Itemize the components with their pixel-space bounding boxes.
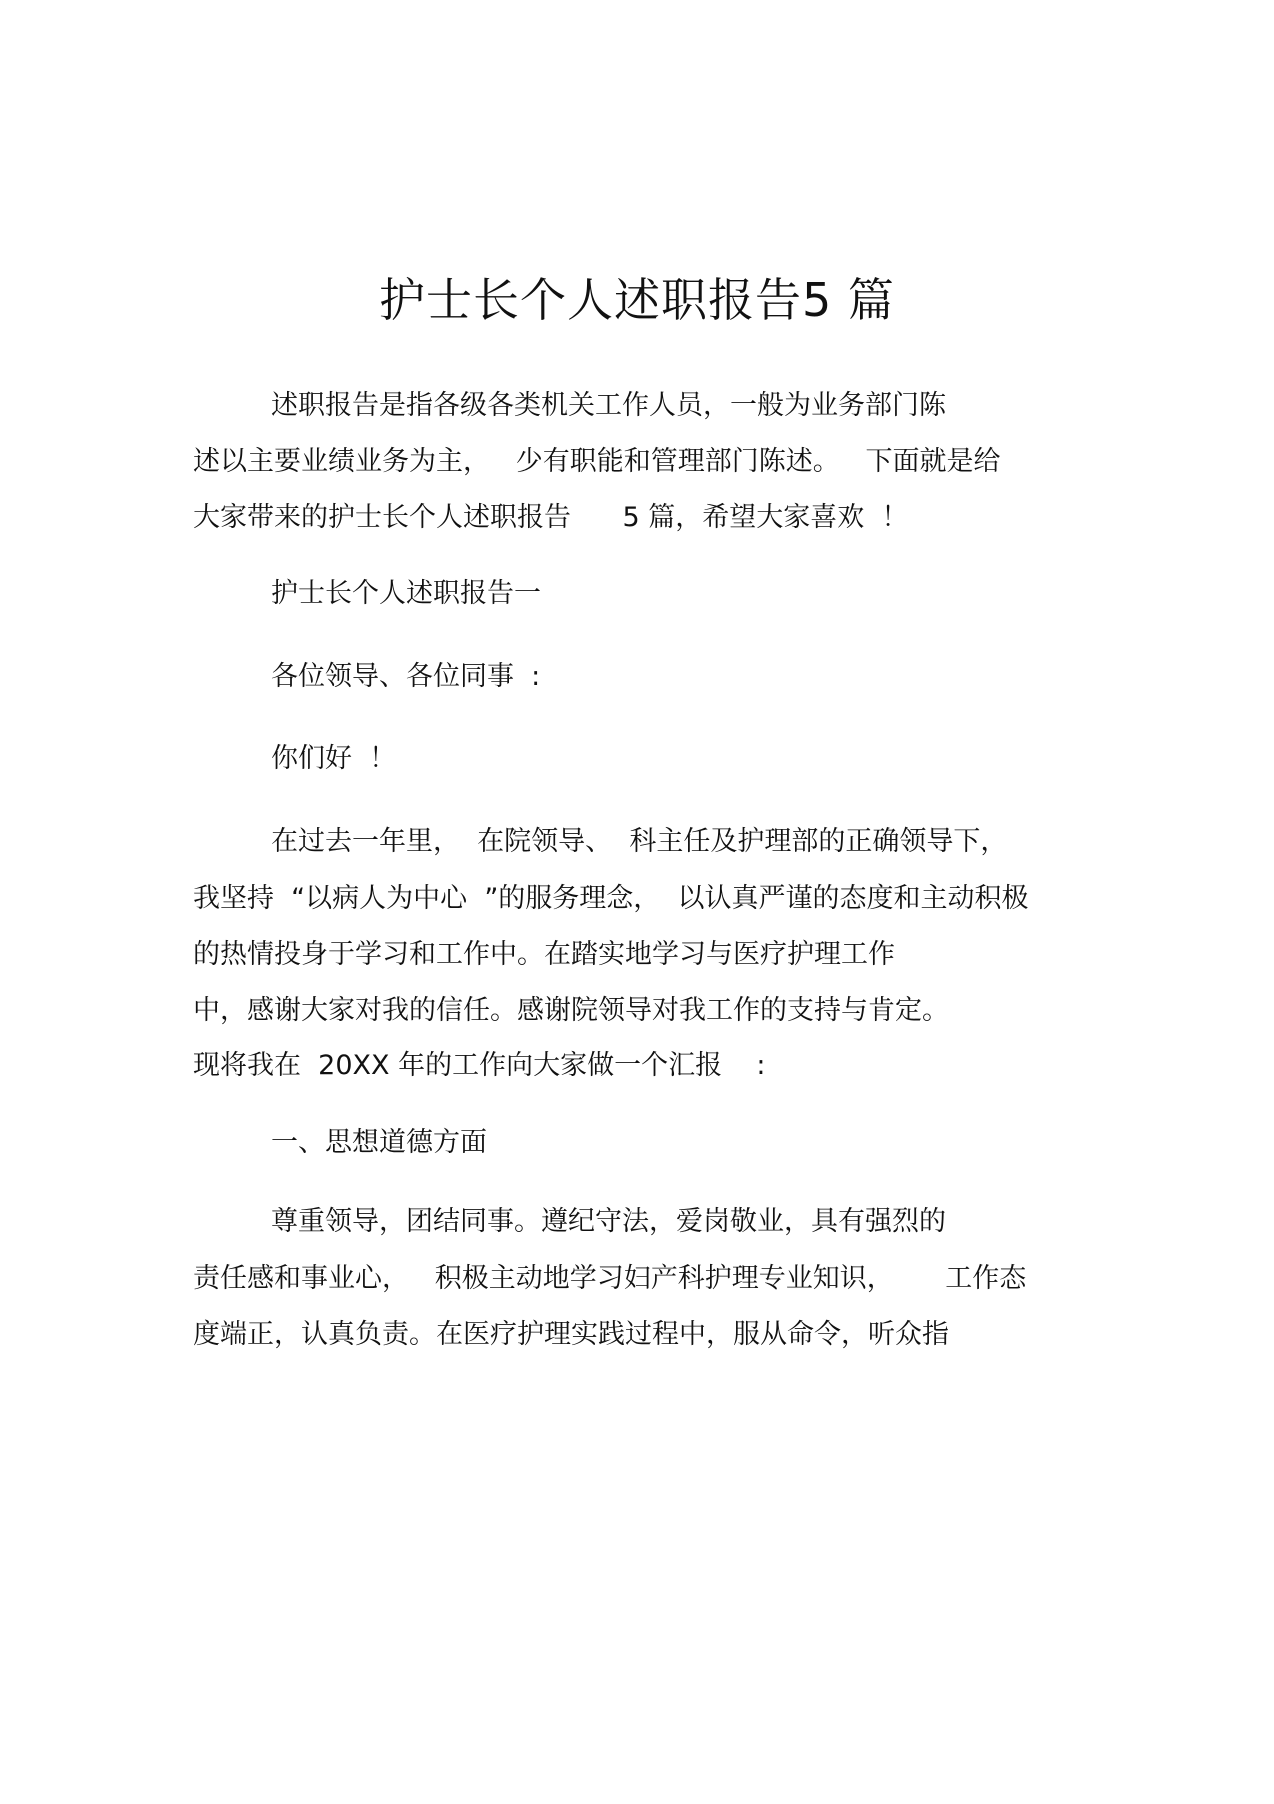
- paragraph-line: 责任感和事业心， 积极主动地学习妇产科护理专业知识， 工作态: [193, 1263, 1027, 1294]
- paragraph-line: 中，感谢大家对我的信任。感谢院领导对我工作的支持与肯定。: [193, 995, 949, 1026]
- paragraph-line: 述以主要业绩业务为主， 少有职能和管理部门陈述。 下面就是给: [193, 446, 1001, 477]
- paragraph-line: 度端正，认真负责。在医疗护理实践过程中，服从命令，听众指: [193, 1319, 949, 1350]
- paragraph-line: 大家带来的护士长个人述职报告 5 篇，希望大家喜欢 ！: [193, 502, 909, 533]
- paragraph-line: 尊重领导，团结同事。遵纪守法，爱岗敬业，具有强烈的: [271, 1206, 946, 1237]
- paragraph-line: 在过去一年里， 在院领导、 科主任及护理部的正确领导下，: [271, 826, 1008, 857]
- paragraph-line: 现将我在 20XX 年的工作向大家做一个汇报 :: [193, 1050, 766, 1081]
- paragraph-line: 的热情投身于学习和工作中。在踏实地学习与医疗护理工作: [193, 939, 895, 970]
- paragraph-line: 我坚持 “以病人为中心 ”的服务理念， 以认真严谨的态度和主动积极: [193, 883, 1029, 914]
- document-title: 护士长个人述职报告5 篇: [379, 273, 895, 327]
- greeting: 你们好 ！: [271, 743, 397, 774]
- section-heading: 一、思想道德方面: [271, 1127, 487, 1158]
- salutation: 各位领导、各位同事 :: [271, 661, 541, 692]
- section-heading: 护士长个人述职报告一: [271, 578, 541, 609]
- paragraph-line: 述职报告是指各级各类机关工作人员，一般为业务部门陈: [271, 390, 946, 421]
